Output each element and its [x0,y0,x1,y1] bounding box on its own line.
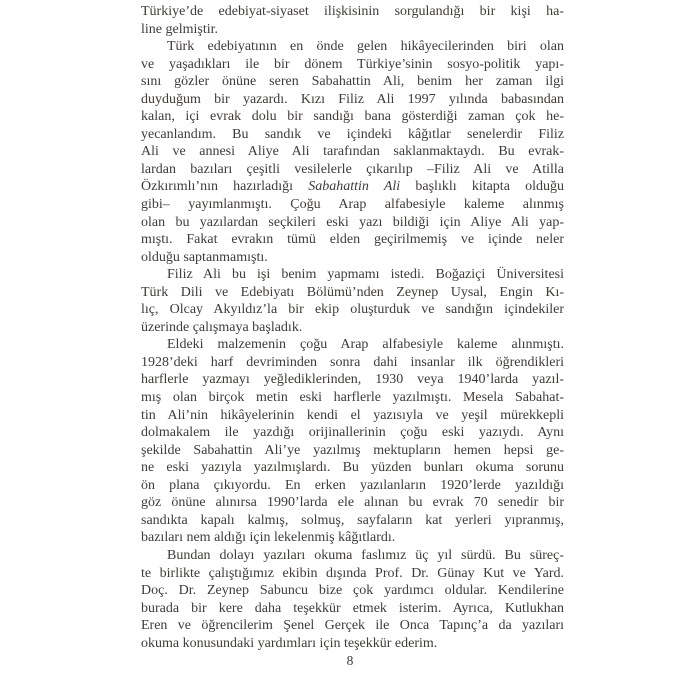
text-line: yecanlandım. Bu sandık ve içindeki kâğıtlar senelerdir Filiz [141,126,564,142]
text-line: sandıkta kapalı kalmış, solmuş, sayfaların kat yerleri yıpranmış, [141,512,564,528]
text-line: mış olan birçok metin eski harflerle yazılmıştı. Mesela Sabahat- [141,390,564,406]
paragraph [141,38,564,266]
italic-book-title: Sabahattin Ali [308,179,401,195]
text-line: Ali ve annesi Aliye Ali tarafından saklanmaktaydı. Bu evrak- [141,144,564,160]
page-text [141,3,564,652]
text-line: sını gözler önüne seren Sabahattin Ali, benim her zaman ilgi [141,74,564,90]
text-line: lıç, Olcay Akyıldız’la bir ekip oluşturduk ve sandığın içindekiler [141,302,564,318]
text-line: mıştı. Fakat evrakın tümü elden geçirilmemiş ve içinde neler [141,232,564,248]
text-line: Türk edebiyatının en önde gelen hikâyecilerinden biri olan [167,39,564,55]
text-segment: Özkırımlı’nın hazırladığı [141,179,309,195]
text-line: Eldeki malzemenin çoğu Arap alfabesiyle kaleme alınmıştı. [167,337,564,353]
text-line: ne eski yazıyla yazılmışlardı. Bu yüzden bunları okuma sorunu [141,460,564,476]
text-line [141,178,564,196]
text-line: gibi– yayımlanmıştı. Çoğu Arap alfabesiyle kaleme alınmış [141,197,564,213]
text-line: line gelmiştir. [141,21,218,37]
text-line: üzerinde çalışmaya başladık. [141,319,303,335]
text-line: kalan, içi evrak dolu bir sandığı bana gösterdiği zaman çok he- [141,109,564,125]
text-line: olduğu saptanmamıştı. [141,249,268,265]
text-line: 1928’deki harf devriminden sonra dahi insanlar ilk öğrendikleri [141,354,564,370]
text-line: tin Ali’nin hikâyelerinin kendi el yazısıyla ve yeşil mürekkepli [141,407,564,423]
text-line: Türk Dili ve Edebiyatı Bölümü’nden Zeynep Uysal, Engin Kı- [141,284,564,300]
text-line: Bundan dolayı yazıları okuma faslımız üç yıl sürdü. Bu süreç- [167,547,564,563]
text-line: bazıları nem aldığı için lekelenmiş kâğıtlardı. [141,530,396,546]
text-line: şekilde Sabahattin Ali’ye yazılmış mektupların hemen hepsi ge- [141,442,564,458]
text-line: te birlikte çalıştığımız ekibin dışında Prof. Dr. Günay Kut ve Yard. [141,565,564,581]
text-line: Türkiye’de edebiyat-siyaset ilişkisinin sorgulandığı bir kişi ha- [141,4,564,19]
paragraph [141,266,564,336]
paragraph [141,336,564,547]
text-line: duyduğum bir yazardı. Kızı Filiz Ali 1997 yılında babasından [141,91,564,107]
text-line: olan bu yazılardan seçkileri eski yazı bildiği için Aliye Ali yap- [141,214,564,230]
paragraph [141,547,564,652]
text-line: burada bir kere daha teşekkür etmek isterim. Ayrıca, Kutlukhan [141,600,564,616]
page-number: 8 [346,653,354,668]
text-segment: başlıklı kitapta olduğu [400,179,564,195]
text-line: okuma konusundaki yardımları için teşekkür ederim. [141,635,438,651]
text-line: lardan bazıları çeşitli vesilelerle çıkarılıp –Filiz Ali ve Atilla [141,161,564,177]
paragraph [141,3,564,38]
text-line: ön plana çıkıyordu. En erken yazılanların 1920’lerde yazıldığı [141,477,564,493]
text-line: Doç. Dr. Zeynep Sabuncu bize çok yardımcı oldular. Kendilerine [141,583,564,599]
text-line: Filiz Ali bu işi benim yapmamı istedi. Boğaziçi Üniversitesi [167,267,564,283]
text-line: ve yaşadıkları ile bir dönem Türkiye’sinin sosyo-politik yapı- [141,56,564,72]
text-line: göz önüne alınırsa 1990’larda ele alınan bu evrak 70 senedir bir [141,495,564,511]
text-line: Eren ve öğrencilerim Şenel Gerçek ile Onca Tapınç’a da yazıları [141,618,564,634]
text-line: harflerle yazmayı yeğlediklerinden, 1930 veya 1940’larda yazıl- [141,372,564,388]
text-line: dolmakalem ile yazdığı orijinallerinin çoğu eski yazıydı. Aynı [141,425,564,441]
